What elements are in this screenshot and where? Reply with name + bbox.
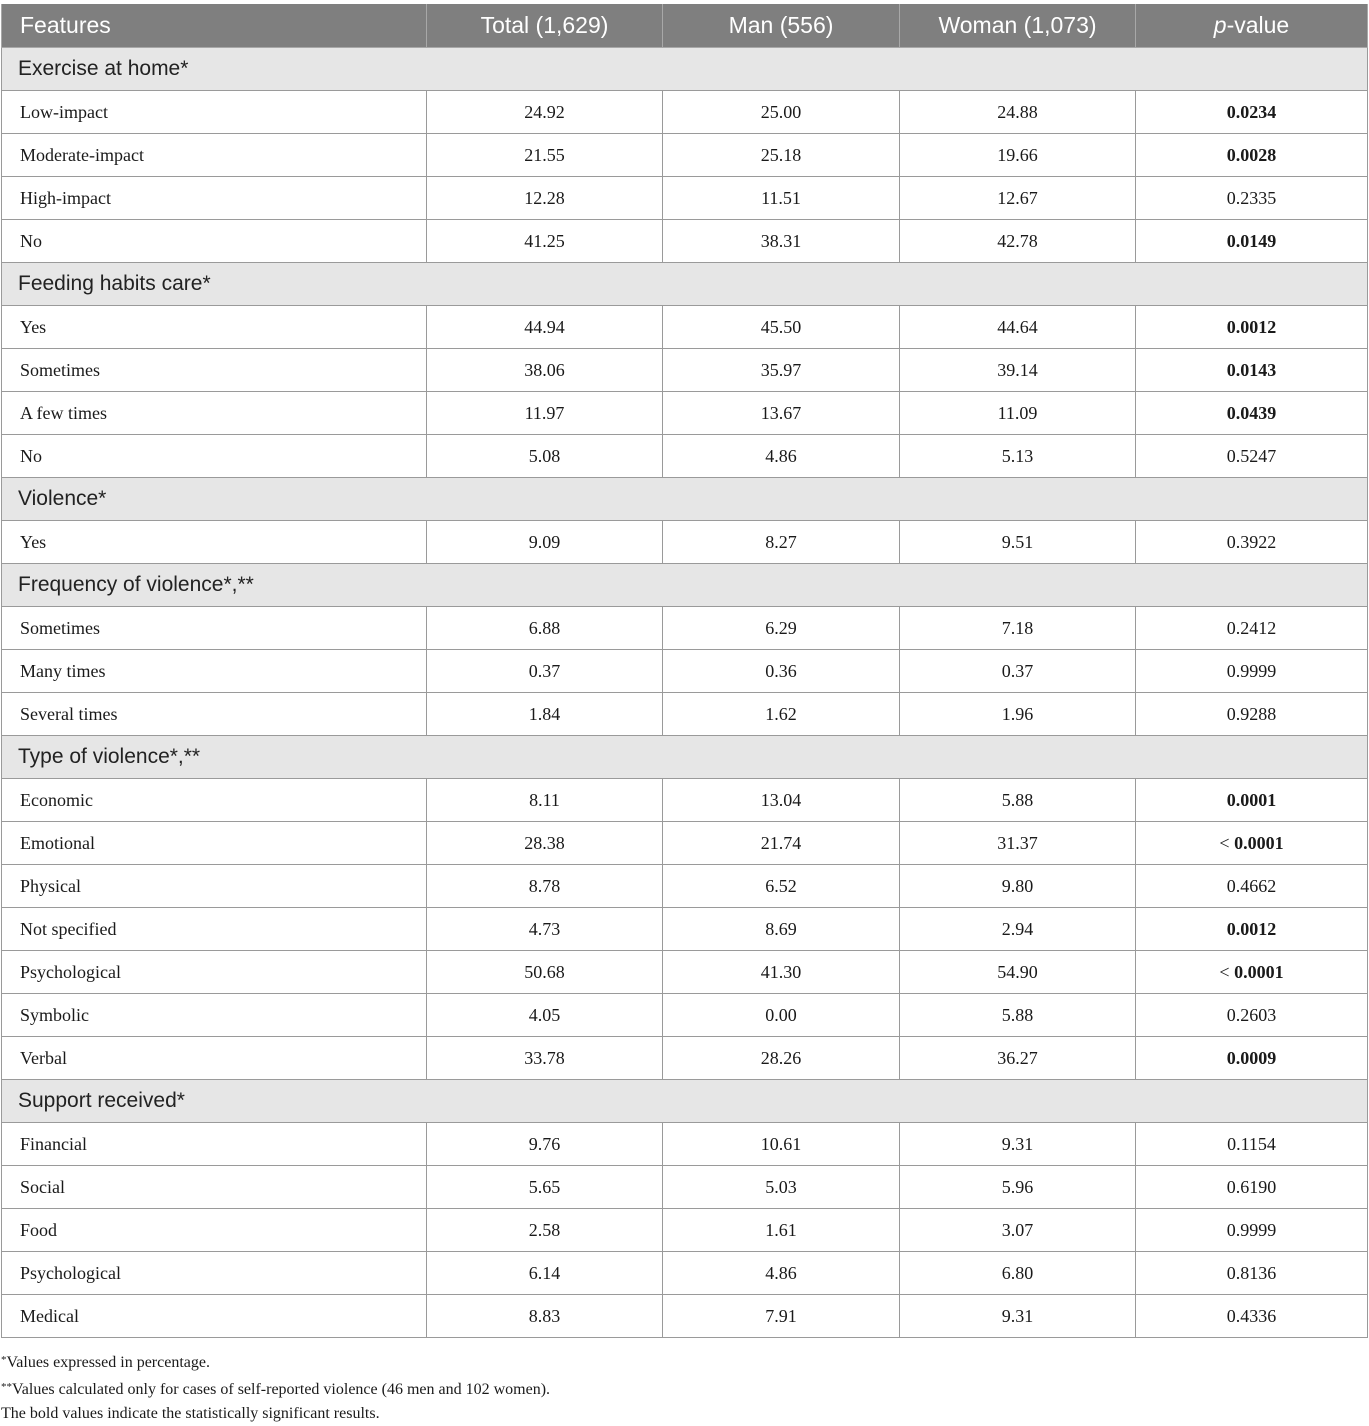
pvalue-number: 0.9999 [1226,1219,1277,1240]
cell-pvalue [1136,951,1368,994]
row-label: High-impact [2,177,427,220]
cell-man: 4.86 [663,435,900,478]
cell-total: 33.78 [427,1037,663,1080]
cell-total: 6.88 [427,607,663,650]
table-body [2,48,1368,1338]
section-row [2,48,1368,91]
pvalue-number: 0.0234 [1226,101,1277,122]
pvalue-number: 0.0012 [1226,918,1277,939]
pvalue-number: 0.4336 [1226,1305,1277,1326]
cell-man: 1.62 [663,693,900,736]
cell-pvalue [1136,1166,1368,1209]
pvalue-prefix: < [1219,961,1235,982]
cell-woman: 7.18 [900,607,1136,650]
table-row [2,908,1368,951]
table-row [2,177,1368,220]
cell-woman: 54.90 [900,951,1136,994]
row-label: No [2,435,427,478]
cell-man: 10.61 [663,1123,900,1166]
cell-man: 25.18 [663,134,900,177]
pvalue-number: 0.0143 [1226,359,1277,380]
row-label: Yes [2,306,427,349]
header-total: Total (1,629) [427,4,663,48]
cell-man: 21.74 [663,822,900,865]
table-header [2,4,1368,48]
row-label: Medical [2,1295,427,1338]
footnote-1-mark: * [1,1354,7,1366]
header-man: Man (556) [663,4,900,48]
footnote-2-text: Values calculated only for cases of self-reported violence (46 men and 102 women). [12,1381,551,1398]
pvalue-number: 0.0028 [1226,144,1277,165]
cell-woman: 31.37 [900,822,1136,865]
table-row [2,521,1368,564]
footnote-1 [1,1348,550,1375]
section-title: Support received* [2,1080,1368,1123]
cell-pvalue [1136,220,1368,263]
table-row [2,994,1368,1037]
cell-woman: 2.94 [900,908,1136,951]
section-title: Frequency of violence*,** [2,564,1368,607]
cell-woman: 9.31 [900,1123,1136,1166]
table-row [2,392,1368,435]
section-title: Type of violence*,** [2,736,1368,779]
header-row [2,4,1368,48]
cell-pvalue [1136,865,1368,908]
cell-pvalue [1136,693,1368,736]
cell-man: 13.67 [663,392,900,435]
pvalue-number: 0.0009 [1226,1047,1277,1068]
cell-woman: 11.09 [900,392,1136,435]
cell-man: 45.50 [663,306,900,349]
cell-woman: 9.31 [900,1295,1136,1338]
cell-woman: 5.88 [900,779,1136,822]
cell-woman: 24.88 [900,91,1136,134]
table-row [2,220,1368,263]
cell-woman: 1.96 [900,693,1136,736]
cell-woman: 42.78 [900,220,1136,263]
pvalue-number: 0.0149 [1226,230,1277,251]
table-row [2,693,1368,736]
row-label: A few times [2,392,427,435]
row-label: Financial [2,1123,427,1166]
cell-total: 9.09 [427,521,663,564]
table-row [2,650,1368,693]
cell-total: 0.37 [427,650,663,693]
cell-woman: 3.07 [900,1209,1136,1252]
table-row [2,1037,1368,1080]
cell-pvalue [1136,994,1368,1037]
pvalue-number: 0.4662 [1226,875,1277,896]
row-label: Emotional [2,822,427,865]
cell-pvalue [1136,650,1368,693]
cell-total: 21.55 [427,134,663,177]
header-pvalue-italic: p [1213,12,1227,38]
pvalue-number: 0.9999 [1226,660,1277,681]
cell-total: 8.11 [427,779,663,822]
section-row [2,1080,1368,1123]
cell-total: 4.05 [427,994,663,1037]
footnote-1-text: Values expressed in percentage. [6,1354,210,1371]
cell-man: 4.86 [663,1252,900,1295]
pvalue-number: 0.2603 [1226,1004,1277,1025]
cell-man: 1.61 [663,1209,900,1252]
table-row [2,607,1368,650]
pvalue-number: 0.3922 [1226,531,1277,552]
cell-total: 6.14 [427,1252,663,1295]
row-label: Symbolic [2,994,427,1037]
cell-man: 38.31 [663,220,900,263]
pvalue-number: 0.2335 [1226,187,1277,208]
cell-woman: 5.88 [900,994,1136,1037]
row-label: No [2,220,427,263]
table-row [2,865,1368,908]
cell-total: 1.84 [427,693,663,736]
row-label: Social [2,1166,427,1209]
pvalue-number: 0.1154 [1227,1133,1276,1154]
row-label: Yes [2,521,427,564]
row-label: Psychological [2,951,427,994]
footnote-2-mark: ** [1,1381,12,1393]
cell-woman: 9.51 [900,521,1136,564]
cell-woman: 5.96 [900,1166,1136,1209]
cell-total: 12.28 [427,177,663,220]
cell-total: 24.92 [427,91,663,134]
cell-total: 5.65 [427,1166,663,1209]
cell-woman: 0.37 [900,650,1136,693]
cell-pvalue [1136,1209,1368,1252]
cell-woman: 36.27 [900,1037,1136,1080]
header-pvalue [1136,4,1368,48]
row-label: Many times [2,650,427,693]
row-label: Food [2,1209,427,1252]
cell-woman: 19.66 [900,134,1136,177]
cell-man: 35.97 [663,349,900,392]
section-title: Exercise at home* [2,48,1368,91]
footnote-2 [1,1375,550,1402]
row-label: Moderate-impact [2,134,427,177]
row-label: Physical [2,865,427,908]
cell-woman: 39.14 [900,349,1136,392]
cell-woman: 12.67 [900,177,1136,220]
pvalue-number: 0.0012 [1226,316,1277,337]
cell-pvalue [1136,779,1368,822]
row-label: Psychological [2,1252,427,1295]
table-row [2,306,1368,349]
cell-man: 8.69 [663,908,900,951]
header-features: Features [2,4,427,48]
cell-pvalue [1136,91,1368,134]
cell-man: 25.00 [663,91,900,134]
cell-total: 50.68 [427,951,663,994]
cell-man: 6.29 [663,607,900,650]
row-label: Low-impact [2,91,427,134]
cell-man: 7.91 [663,1295,900,1338]
pvalue-number: 0.0439 [1226,402,1277,423]
header-woman: Woman (1,073) [900,4,1136,48]
cell-pvalue [1136,521,1368,564]
cell-man: 28.26 [663,1037,900,1080]
section-row [2,564,1368,607]
row-label: Verbal [2,1037,427,1080]
cell-total: 8.78 [427,865,663,908]
table-row [2,779,1368,822]
row-label: Several times [2,693,427,736]
cell-pvalue [1136,1252,1368,1295]
pvalue-number: 0.8136 [1226,1262,1277,1283]
cell-pvalue [1136,435,1368,478]
cell-pvalue [1136,1037,1368,1080]
table-row [2,1209,1368,1252]
pvalue-number: 0.0001 [1234,832,1284,853]
cell-pvalue [1136,306,1368,349]
table-row [2,822,1368,865]
cell-pvalue [1136,607,1368,650]
cell-man: 0.00 [663,994,900,1037]
section-row [2,263,1368,306]
pvalue-number: 0.9288 [1226,703,1277,724]
section-row [2,478,1368,521]
cell-pvalue [1136,822,1368,865]
row-label: Economic [2,779,427,822]
cell-woman: 44.64 [900,306,1136,349]
table-row [2,349,1368,392]
cell-total: 8.83 [427,1295,663,1338]
cell-man: 6.52 [663,865,900,908]
results-table [1,4,1368,1338]
cell-total: 38.06 [427,349,663,392]
table-row [2,951,1368,994]
table-row [2,1295,1368,1338]
pvalue-number: 0.0001 [1234,961,1284,982]
section-title: Feeding habits care* [2,263,1368,306]
cell-woman: 5.13 [900,435,1136,478]
cell-man: 5.03 [663,1166,900,1209]
table-row [2,91,1368,134]
table-row [2,1123,1368,1166]
pvalue-number: 0.6190 [1226,1176,1277,1197]
footnote-3: The bold values indicate the statistically significant results. [1,1405,380,1422]
cell-total: 2.58 [427,1209,663,1252]
cell-pvalue [1136,349,1368,392]
cell-total: 28.38 [427,822,663,865]
cell-man: 41.30 [663,951,900,994]
cell-total: 4.73 [427,908,663,951]
cell-pvalue [1136,134,1368,177]
cell-total: 41.25 [427,220,663,263]
pvalue-prefix: < [1219,832,1235,853]
pvalue-number: 0.5247 [1226,445,1277,466]
header-pvalue-rest: -value [1226,12,1290,38]
row-label: Sometimes [2,607,427,650]
cell-woman: 6.80 [900,1252,1136,1295]
pvalue-number: 0.2412 [1226,617,1277,638]
table-row [2,1166,1368,1209]
cell-pvalue [1136,177,1368,220]
cell-total: 11.97 [427,392,663,435]
pvalue-number: 0.0001 [1226,789,1277,810]
table-row [2,134,1368,177]
cell-total: 5.08 [427,435,663,478]
section-title: Violence* [2,478,1368,521]
cell-total: 9.76 [427,1123,663,1166]
cell-man: 8.27 [663,521,900,564]
cell-pvalue [1136,1123,1368,1166]
cell-pvalue [1136,1295,1368,1338]
row-label: Sometimes [2,349,427,392]
cell-pvalue [1136,392,1368,435]
cell-man: 0.36 [663,650,900,693]
cell-total: 44.94 [427,306,663,349]
table-row [2,1252,1368,1295]
cell-woman: 9.80 [900,865,1136,908]
section-row [2,736,1368,779]
footnotes [1,1348,550,1426]
cell-pvalue [1136,908,1368,951]
cell-man: 13.04 [663,779,900,822]
row-label: Not specified [2,908,427,951]
cell-man: 11.51 [663,177,900,220]
table-row [2,435,1368,478]
